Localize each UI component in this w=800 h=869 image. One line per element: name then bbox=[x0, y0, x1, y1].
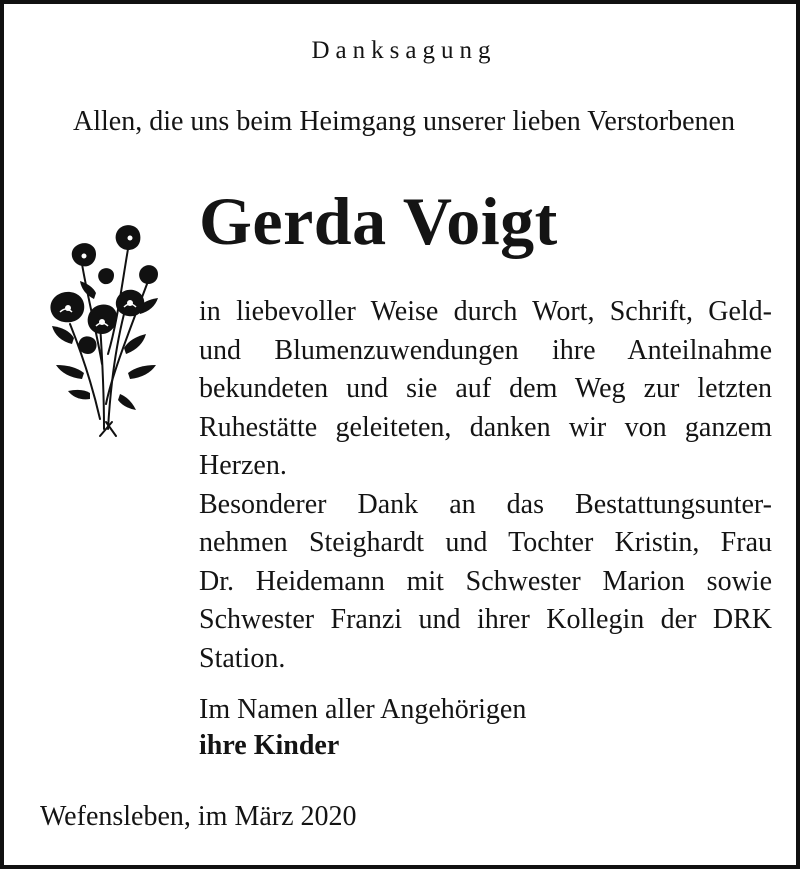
body-line: bekundeten und sie auf dem Weg zur letzten bbox=[199, 373, 772, 404]
body-line: Herzen. bbox=[199, 450, 287, 481]
body-line: Besonderer Dank an das Bestattungsunter- bbox=[199, 488, 772, 520]
closing-block bbox=[199, 692, 526, 764]
place-date: Wefensleben, im März 2020 bbox=[40, 801, 357, 832]
body-line: in liebevoller Weise durch Wort, Schrift, Geld- bbox=[199, 296, 772, 327]
notice-heading: Danksagung bbox=[311, 37, 497, 64]
thanks-body bbox=[199, 293, 772, 678]
body-line: Station. bbox=[199, 642, 286, 674]
intro-line: Allen, die uns beim Heimgang unserer lieben Verstorbenen bbox=[73, 106, 735, 137]
signers: ihre Kinder bbox=[199, 730, 340, 761]
body-line: Dr. Heidemann mit Schwester Marion sowie bbox=[199, 565, 772, 597]
body-line: nehmen Steighardt und Tochter Kristin, Frau bbox=[199, 527, 772, 558]
deceased-name: Gerda Voigt bbox=[199, 183, 558, 259]
rose-bouquet-icon bbox=[42, 204, 172, 439]
closing-line: Im Namen aller Angehörigen bbox=[199, 694, 527, 725]
body-line: und Blumenzuwendungen ihre Anteilnahme bbox=[199, 334, 772, 366]
body-line: Ruhestätte geleiteten, danken wir von ganzem bbox=[199, 411, 772, 443]
body-line: Schwester Franzi und ihrer Kollegin der DRK bbox=[199, 604, 772, 635]
